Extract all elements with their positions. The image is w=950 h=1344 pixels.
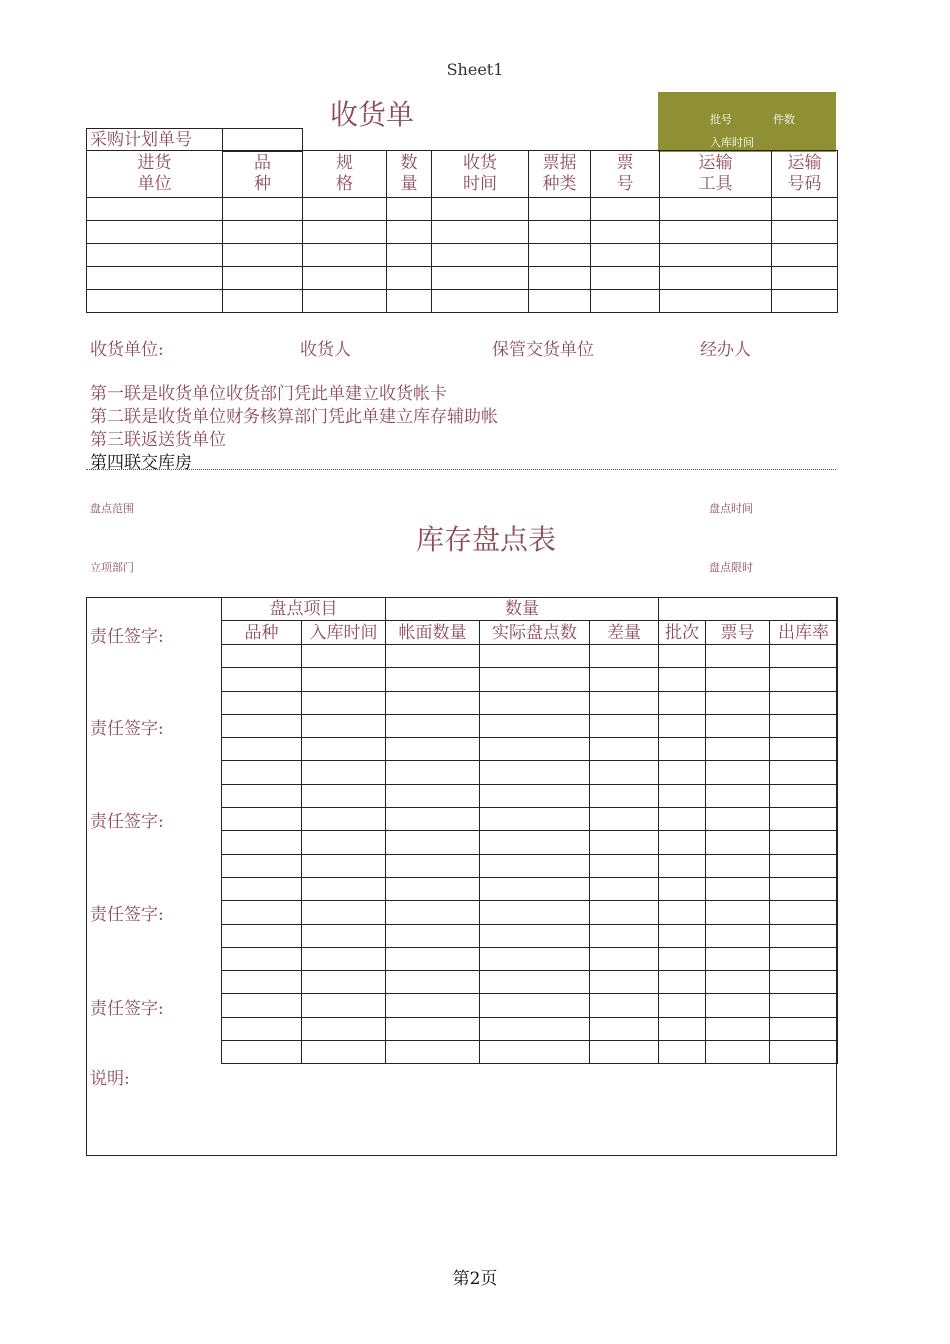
table-cell[interactable]: [386, 971, 480, 994]
table-cell[interactable]: [387, 198, 432, 221]
table-cell[interactable]: [303, 290, 387, 313]
table-cell[interactable]: [590, 1017, 659, 1040]
receipt-title: 收货单: [330, 98, 415, 131]
table-cell[interactable]: [659, 784, 706, 807]
table-cell[interactable]: [770, 668, 838, 691]
table-cell[interactable]: [303, 198, 387, 221]
table-row: [222, 831, 838, 854]
table-cell[interactable]: [386, 714, 480, 737]
plan-number-table: [86, 128, 303, 152]
sig-handler: 经办人: [700, 340, 751, 360]
table-cell[interactable]: [432, 290, 529, 313]
table-cell[interactable]: [772, 290, 838, 313]
note-copy-1: 第一联是收货单位收货部门凭此单建立收货帐卡: [90, 384, 447, 404]
receipt-table: [86, 150, 838, 313]
table-cell[interactable]: [590, 738, 659, 761]
table-cell[interactable]: [222, 1017, 302, 1040]
table-row: [222, 947, 838, 970]
table-cell[interactable]: [590, 668, 659, 691]
cut-line: [86, 469, 836, 470]
table-row: [222, 994, 838, 1017]
table-row: [222, 971, 838, 994]
table-cell[interactable]: [222, 761, 302, 784]
table-row: [87, 290, 838, 313]
note-copy-3: 第三联返送货单位: [90, 430, 226, 450]
table-row: [222, 1017, 838, 1040]
inventory-header-row: [222, 621, 838, 645]
table-row: [222, 645, 838, 668]
table-cell[interactable]: [659, 994, 706, 1017]
table-cell[interactable]: [222, 877, 302, 900]
table-cell[interactable]: [770, 831, 838, 854]
table-cell[interactable]: [659, 831, 706, 854]
table-cell[interactable]: [706, 877, 770, 900]
responsibility-signature: 责任签字:: [90, 905, 164, 925]
table-cell[interactable]: [590, 714, 659, 737]
table-cell[interactable]: [770, 854, 838, 877]
table-cell[interactable]: [770, 645, 838, 668]
table-cell[interactable]: [302, 854, 386, 877]
table-cell[interactable]: [659, 645, 706, 668]
col-header-transport-tool: 运输 工具: [660, 151, 772, 198]
table-cell[interactable]: [706, 1041, 770, 1064]
table-cell[interactable]: [590, 971, 659, 994]
inventory-table: [221, 597, 838, 1064]
table-cell[interactable]: [303, 221, 387, 244]
table-cell[interactable]: [770, 924, 838, 947]
sig-custody-unit: 保管交货单位: [492, 340, 594, 360]
group-header-quantity: 数量: [386, 598, 659, 621]
table-cell[interactable]: [386, 738, 480, 761]
table-cell[interactable]: [529, 198, 591, 221]
table-cell[interactable]: [480, 901, 590, 924]
batch-info-box: [658, 92, 836, 152]
table-cell[interactable]: [387, 221, 432, 244]
table-cell[interactable]: [222, 784, 302, 807]
table-cell[interactable]: [222, 691, 302, 714]
col-header-variety: 品 种: [223, 151, 303, 198]
table-cell[interactable]: [386, 994, 480, 1017]
table-cell[interactable]: [303, 267, 387, 290]
table-cell[interactable]: [222, 947, 302, 970]
table-cell[interactable]: [302, 877, 386, 900]
table-cell[interactable]: [529, 221, 591, 244]
table-cell[interactable]: [590, 808, 659, 831]
receipt-header-row: [87, 151, 838, 198]
table-cell[interactable]: [590, 784, 659, 807]
table-cell[interactable]: [222, 971, 302, 994]
table-cell[interactable]: [659, 738, 706, 761]
table-cell[interactable]: [480, 691, 590, 714]
col-header-instock-time: 入库时间: [302, 621, 386, 645]
table-cell[interactable]: [222, 668, 302, 691]
table-cell[interactable]: [387, 267, 432, 290]
table-cell[interactable]: [222, 738, 302, 761]
table-cell[interactable]: [302, 668, 386, 691]
table-cell[interactable]: [590, 645, 659, 668]
table-cell[interactable]: [590, 1041, 659, 1064]
table-cell[interactable]: [222, 831, 302, 854]
table-cell[interactable]: [591, 244, 660, 267]
table-cell[interactable]: [386, 808, 480, 831]
table-row: [222, 1041, 838, 1064]
table-cell[interactable]: [386, 831, 480, 854]
table-cell[interactable]: [223, 198, 303, 221]
table-cell[interactable]: [706, 854, 770, 877]
table-cell[interactable]: [386, 761, 480, 784]
table-cell[interactable]: [770, 808, 838, 831]
table-cell[interactable]: [659, 947, 706, 970]
table-cell[interactable]: [529, 244, 591, 267]
table-cell[interactable]: [706, 645, 770, 668]
table-cell[interactable]: [222, 924, 302, 947]
table-cell[interactable]: [432, 198, 529, 221]
table-cell[interactable]: [303, 244, 387, 267]
col-header-supplier: 进货 单位: [87, 151, 223, 198]
table-cell[interactable]: [386, 691, 480, 714]
responsibility-signature: 责任签字:: [90, 627, 164, 647]
table-cell[interactable]: [770, 971, 838, 994]
table-cell[interactable]: [660, 267, 772, 290]
table-cell[interactable]: [480, 738, 590, 761]
sig-receiving-unit: 收货单位:: [90, 340, 164, 360]
table-cell[interactable]: [659, 668, 706, 691]
table-cell[interactable]: [386, 924, 480, 947]
table-cell[interactable]: [770, 784, 838, 807]
table-cell[interactable]: [706, 714, 770, 737]
table-cell[interactable]: [223, 267, 303, 290]
table-row: [222, 808, 838, 831]
col-header-invoice-type: 票据 种类: [529, 151, 591, 198]
table-cell[interactable]: [770, 1017, 838, 1040]
table-cell[interactable]: [222, 645, 302, 668]
table-cell[interactable]: [772, 198, 838, 221]
batch-label: 批号: [710, 113, 732, 126]
table-cell[interactable]: [590, 761, 659, 784]
table-cell[interactable]: [480, 971, 590, 994]
remark-label: 说明:: [90, 1069, 130, 1089]
table-cell[interactable]: [302, 691, 386, 714]
sig-receiver: 收货人: [300, 340, 351, 360]
col-header-batch: 批次: [659, 621, 706, 645]
table-cell[interactable]: [480, 645, 590, 668]
table-cell[interactable]: [529, 290, 591, 313]
table-cell[interactable]: [660, 221, 772, 244]
col-header-spec: 规 格: [303, 151, 387, 198]
table-cell[interactable]: [772, 221, 838, 244]
table-cell[interactable]: [591, 267, 660, 290]
table-cell[interactable]: [706, 668, 770, 691]
table-cell[interactable]: [480, 994, 590, 1017]
table-cell[interactable]: [770, 761, 838, 784]
table-row: [222, 714, 838, 737]
table-row: [222, 877, 838, 900]
table-cell[interactable]: [222, 854, 302, 877]
table-row: [87, 267, 838, 290]
table-cell[interactable]: [770, 901, 838, 924]
table-cell[interactable]: [590, 901, 659, 924]
table-cell[interactable]: [659, 854, 706, 877]
table-cell[interactable]: [302, 947, 386, 970]
table-cell[interactable]: [432, 244, 529, 267]
table-cell[interactable]: [706, 924, 770, 947]
table-row: [222, 854, 838, 877]
col-header-invoice-no: 票 号: [591, 151, 660, 198]
inventory-title: 库存盘点表: [415, 523, 556, 556]
table-cell[interactable]: [591, 221, 660, 244]
note-copy-2: 第二联是收货单位财务核算部门凭此单建立库存辅助帐: [90, 407, 498, 427]
table-cell[interactable]: [87, 290, 223, 313]
col-header-outbound-rate: 出库率: [770, 621, 838, 645]
table-cell[interactable]: [302, 831, 386, 854]
table-cell[interactable]: [87, 244, 223, 267]
table-cell[interactable]: [706, 901, 770, 924]
col-header-ticket-no: 票号: [706, 621, 770, 645]
table-cell[interactable]: [302, 1017, 386, 1040]
inventory-limit-label: 盘点限时: [709, 561, 753, 574]
plan-number-label: 采购计划单号: [87, 129, 223, 152]
table-cell[interactable]: [386, 947, 480, 970]
table-cell[interactable]: [302, 738, 386, 761]
table-cell[interactable]: [770, 994, 838, 1017]
inventory-group-header-row: [222, 598, 838, 621]
table-cell[interactable]: [302, 994, 386, 1017]
table-row: [222, 761, 838, 784]
table-cell[interactable]: [706, 1017, 770, 1040]
table-cell[interactable]: [302, 1041, 386, 1064]
table-row: [222, 691, 838, 714]
table-cell[interactable]: [590, 691, 659, 714]
table-cell[interactable]: [480, 854, 590, 877]
table-cell[interactable]: [480, 831, 590, 854]
table-cell[interactable]: [770, 877, 838, 900]
table-cell[interactable]: [480, 924, 590, 947]
col-header-variety: 品种: [222, 621, 302, 645]
responsibility-signature: 责任签字:: [90, 719, 164, 739]
table-cell[interactable]: [386, 645, 480, 668]
col-header-receive-time: 收货 时间: [432, 151, 529, 198]
table-row: [222, 901, 838, 924]
table-cell[interactable]: [590, 831, 659, 854]
table-cell[interactable]: [659, 714, 706, 737]
table-cell[interactable]: [386, 877, 480, 900]
table-cell[interactable]: [223, 244, 303, 267]
table-cell[interactable]: [529, 267, 591, 290]
table-cell[interactable]: [386, 784, 480, 807]
table-cell[interactable]: [480, 761, 590, 784]
table-cell[interactable]: [302, 971, 386, 994]
table-cell[interactable]: [480, 947, 590, 970]
table-cell[interactable]: [772, 244, 838, 267]
table-cell[interactable]: [302, 645, 386, 668]
table-cell[interactable]: [432, 221, 529, 244]
table-cell[interactable]: [706, 971, 770, 994]
table-cell[interactable]: [480, 1041, 590, 1064]
table-cell[interactable]: [302, 784, 386, 807]
table-cell[interactable]: [480, 668, 590, 691]
table-cell[interactable]: [659, 691, 706, 714]
table-cell[interactable]: [386, 1017, 480, 1040]
table-cell[interactable]: [222, 714, 302, 737]
table-cell[interactable]: [590, 924, 659, 947]
table-cell[interactable]: [480, 808, 590, 831]
plan-number-input[interactable]: [223, 129, 303, 152]
table-cell[interactable]: [222, 994, 302, 1017]
table-cell[interactable]: [706, 784, 770, 807]
inventory-time-label: 盘点时间: [709, 502, 753, 515]
table-cell[interactable]: [770, 738, 838, 761]
table-cell[interactable]: [387, 244, 432, 267]
table-cell[interactable]: [302, 761, 386, 784]
table-row: [87, 198, 838, 221]
col-header-transport-no: 运输 号码: [772, 151, 838, 198]
group-header-item: 盘点项目: [222, 598, 386, 621]
table-cell[interactable]: [706, 994, 770, 1017]
table-cell[interactable]: [222, 1041, 302, 1064]
table-cell[interactable]: [706, 761, 770, 784]
table-cell[interactable]: [772, 267, 838, 290]
inventory-dept-label: 立项部门: [90, 561, 134, 574]
table-cell[interactable]: [706, 691, 770, 714]
table-cell[interactable]: [87, 267, 223, 290]
table-cell[interactable]: [387, 290, 432, 313]
table-cell[interactable]: [706, 947, 770, 970]
table-cell[interactable]: [223, 221, 303, 244]
table-cell[interactable]: [302, 808, 386, 831]
responsibility-signature: 责任签字:: [90, 999, 164, 1019]
col-header-difference: 差量: [590, 621, 659, 645]
table-cell[interactable]: [590, 877, 659, 900]
table-cell[interactable]: [480, 714, 590, 737]
page-number: 第2页: [452, 1269, 498, 1289]
table-cell[interactable]: [660, 244, 772, 267]
table-cell[interactable]: [659, 901, 706, 924]
table-cell[interactable]: [591, 198, 660, 221]
table-cell[interactable]: [480, 1017, 590, 1040]
table-cell[interactable]: [706, 808, 770, 831]
table-cell[interactable]: [590, 994, 659, 1017]
count-label: 件数: [773, 113, 795, 126]
table-cell[interactable]: [770, 947, 838, 970]
table-cell[interactable]: [659, 924, 706, 947]
table-cell[interactable]: [660, 198, 772, 221]
table-cell[interactable]: [590, 854, 659, 877]
table-cell[interactable]: [659, 808, 706, 831]
table-cell[interactable]: [770, 691, 838, 714]
table-cell[interactable]: [223, 290, 303, 313]
table-cell[interactable]: [659, 971, 706, 994]
table-cell[interactable]: [480, 877, 590, 900]
table-cell[interactable]: [770, 1041, 838, 1064]
table-row: [222, 924, 838, 947]
table-row: [87, 244, 838, 267]
table-cell[interactable]: [302, 901, 386, 924]
table-cell[interactable]: [706, 738, 770, 761]
col-header-book-quantity: 帐面数量: [386, 621, 480, 645]
responsibility-signature: 责任签字:: [90, 812, 164, 832]
table-cell[interactable]: [222, 901, 302, 924]
table-cell[interactable]: [659, 1041, 706, 1064]
table-cell[interactable]: [659, 877, 706, 900]
table-cell[interactable]: [770, 714, 838, 737]
table-cell[interactable]: [706, 831, 770, 854]
table-cell[interactable]: [386, 1041, 480, 1064]
note-copy-4: 第四联交库房: [90, 453, 192, 473]
table-cell[interactable]: [480, 784, 590, 807]
table-cell[interactable]: [659, 761, 706, 784]
table-row: [222, 738, 838, 761]
table-cell[interactable]: [432, 267, 529, 290]
col-header-actual-count: 实际盘点数: [480, 621, 590, 645]
table-row: [222, 668, 838, 691]
table-cell[interactable]: [386, 668, 480, 691]
sheet-name: Sheet1: [446, 60, 504, 79]
table-cell[interactable]: [302, 924, 386, 947]
table-cell[interactable]: [87, 198, 223, 221]
table-cell[interactable]: [590, 947, 659, 970]
table-row: [222, 784, 838, 807]
table-cell[interactable]: [222, 808, 302, 831]
table-cell[interactable]: [386, 854, 480, 877]
table-cell[interactable]: [87, 221, 223, 244]
col-header-quantity: 数 量: [387, 151, 432, 198]
table-cell[interactable]: [302, 714, 386, 737]
group-header-extra: [659, 598, 838, 621]
instock-time-label: 入库时间: [710, 136, 754, 149]
inventory-scope-label: 盘点范围: [90, 502, 134, 515]
table-row: [87, 221, 838, 244]
table-cell[interactable]: [659, 1017, 706, 1040]
table-cell[interactable]: [386, 901, 480, 924]
table-cell[interactable]: [660, 290, 772, 313]
table-cell[interactable]: [591, 290, 660, 313]
